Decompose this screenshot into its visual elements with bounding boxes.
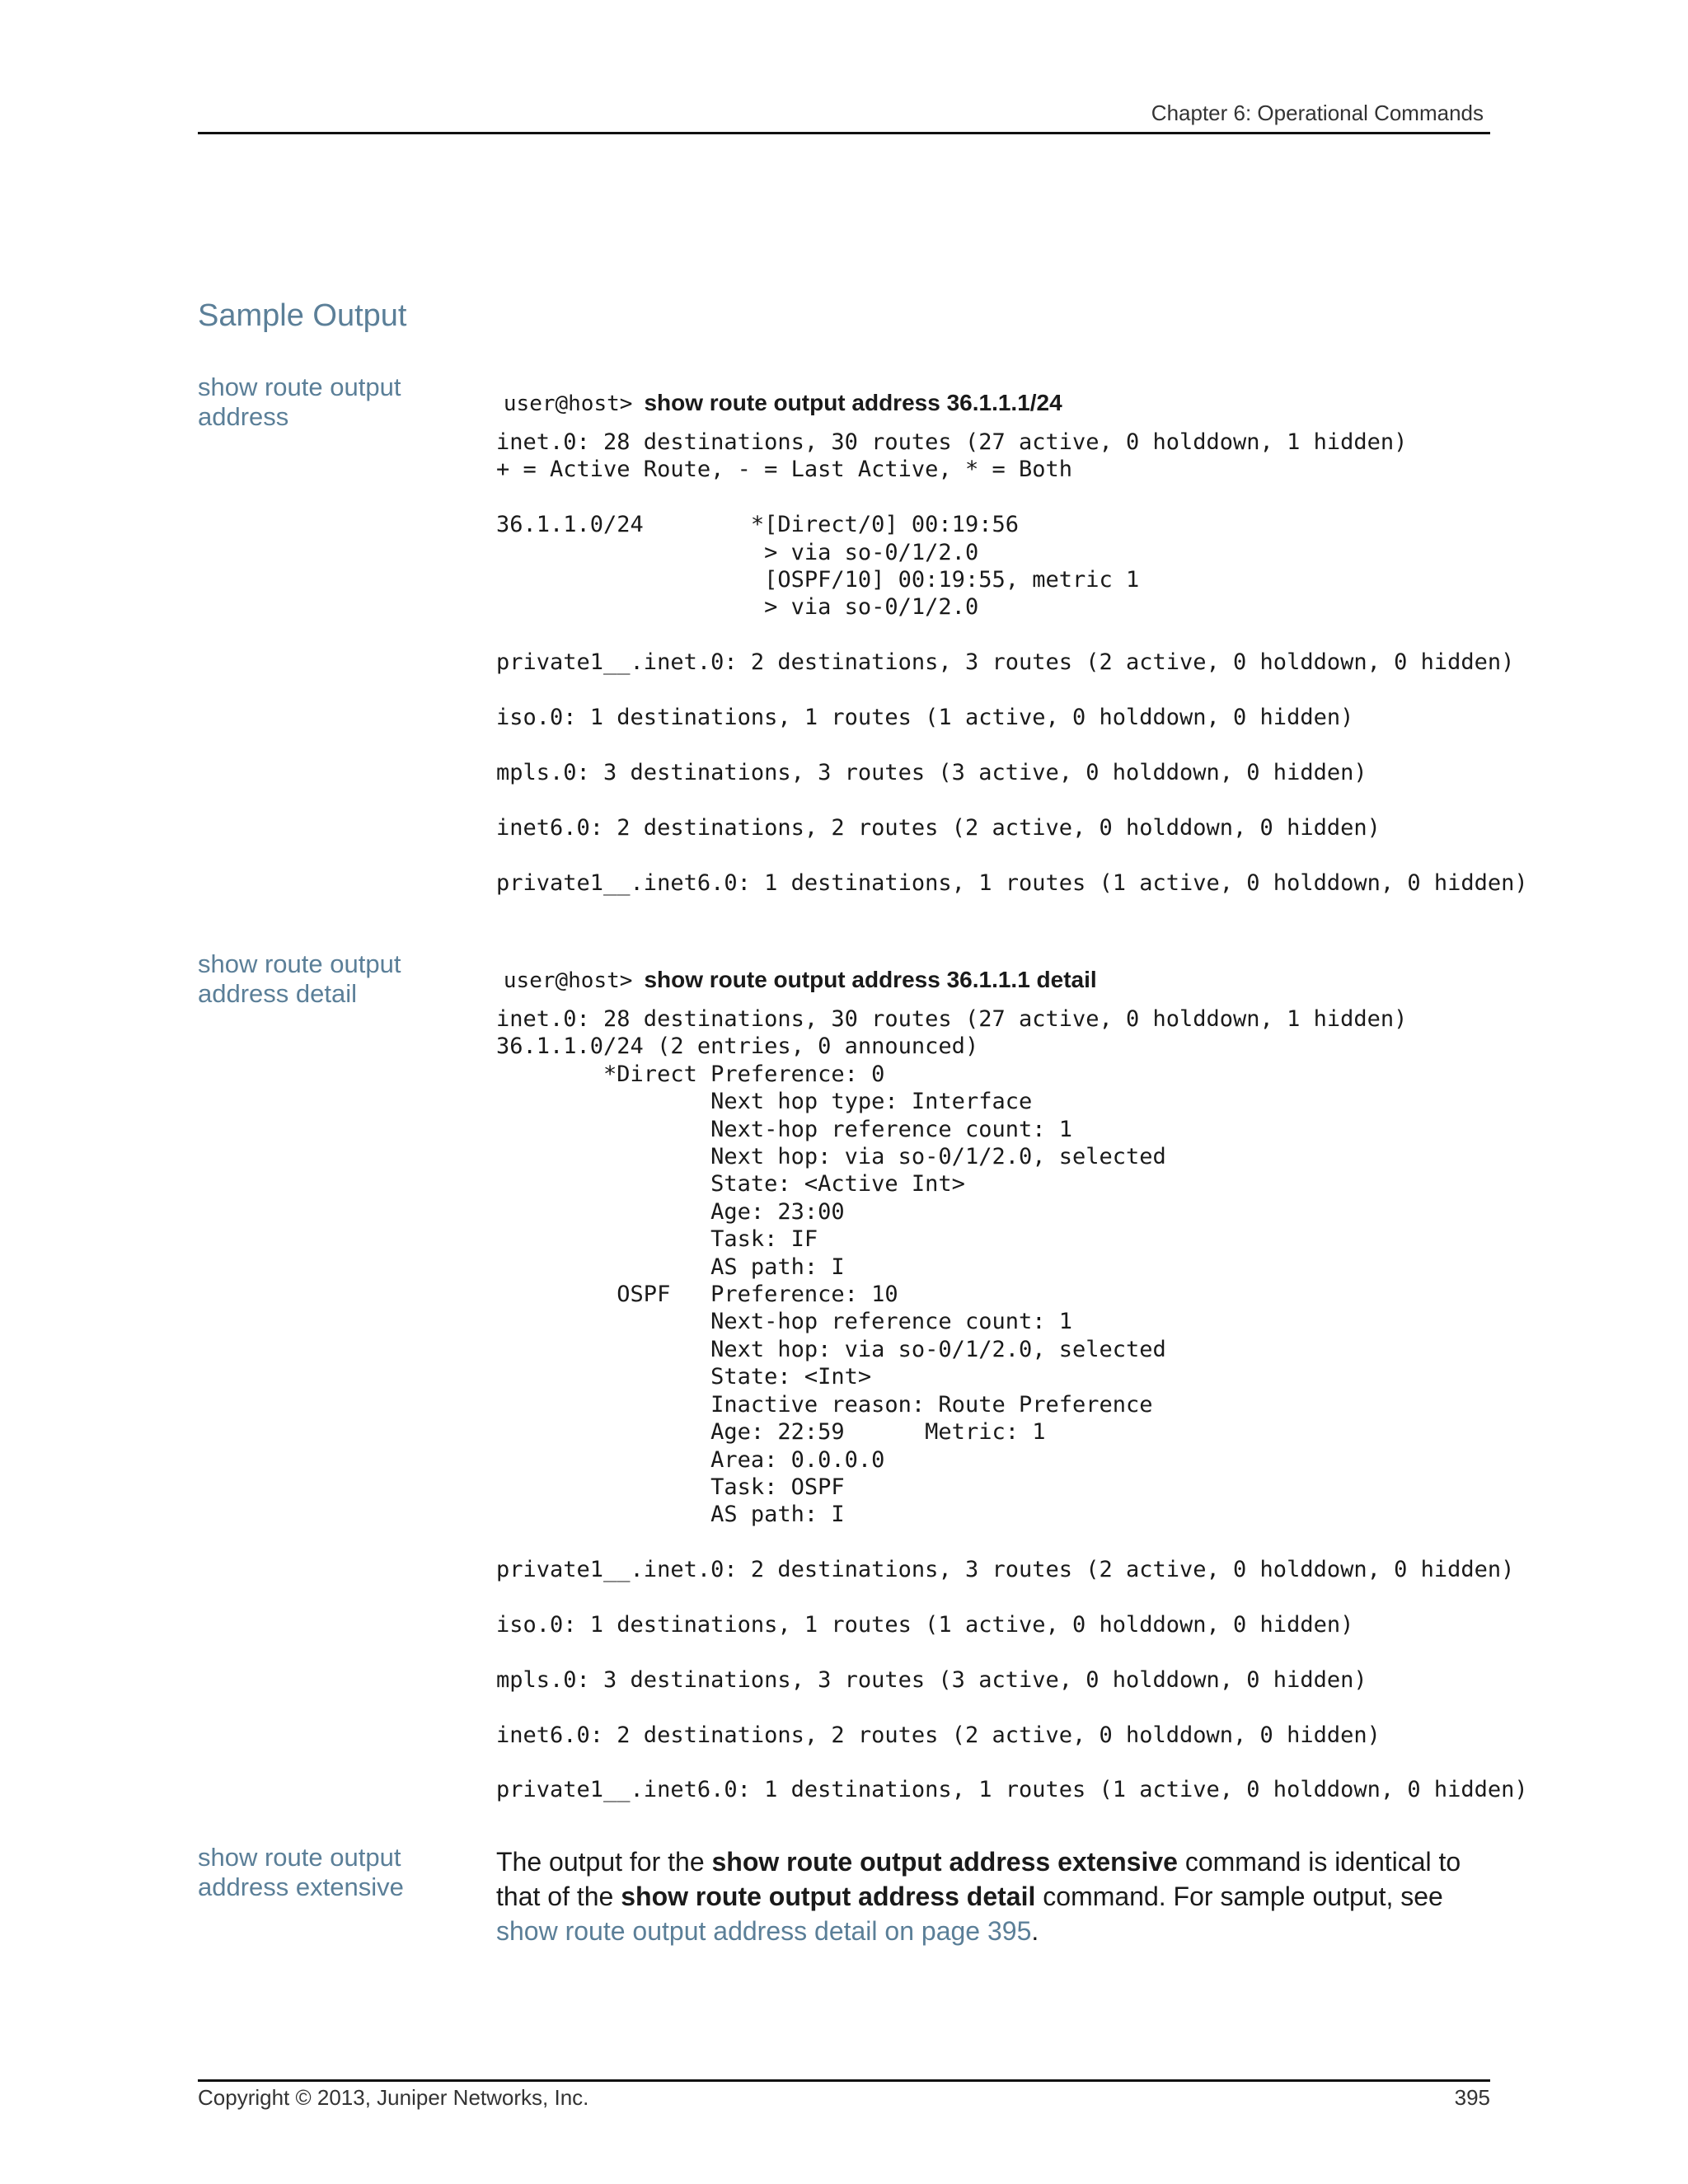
desc-command: show route output address extensive	[711, 1847, 1178, 1877]
side-label-output-address-detail: show route output address detail	[198, 949, 401, 1008]
cli-command: show route output address 36.1.1.1/24	[644, 390, 1062, 415]
desc-text: command. For sample output, see	[1035, 1882, 1443, 1911]
desc-text: The output for the	[496, 1847, 712, 1877]
cross-reference-link[interactable]: show route output address detail on page 395	[496, 1916, 1032, 1946]
page-number: 395	[1454, 2085, 1490, 2110]
desc-command: show route output address detail	[621, 1882, 1036, 1911]
footer-copyright: Copyright © 2013, Juniper Networks, Inc.	[198, 2085, 589, 2110]
cli-prompt: user@host>	[503, 968, 633, 993]
desc-text: command is identical to that of the	[496, 1847, 1461, 1911]
header-rule	[198, 132, 1490, 134]
command-output-2: inet.0: 28 destinations, 30 routes (27 active, 0 holddown, 1 hidden) 36.1.1.0/24 (2 entries, 0 announced) *Direct Preference: 0 Next hop type: Interface Next-hop reference count: 1 Next hop: via so-0/1/2.0, selected State: <Active Int> Age: 23:00 Task: IF AS path: I OSPF Preference: 10 Next-hop reference count: 1 Next hop: via so-0/1/2.0, selected State: <Int> Inactive reason: Route Preference Age: 22:59 Metric: 1 Area: 0.0.0.0 Task: OSPF AS path: I private1__.inet.0: 2 destinations, 3 routes (2 active, 0 holddown, 0 hidden) iso.0: 1 destinations, 1 routes (1 active, 0 holddown, 0 hidden) mpls.0: 3 destinations, 3 routes (3 active, 0 holddown, 0 hidden) inet6.0: 2 destinations, 2 routes (2 active, 0 holddown, 0 hidden) private1__.inet6.0: 1 destinations, 1 routes (1 active, 0 holddown, 0 hidden)	[496, 1006, 1528, 1803]
chapter-header: Chapter 6: Operational Commands	[1151, 101, 1484, 125]
side-label-output-address: show route output address	[198, 373, 401, 431]
cli-command: show route output address 36.1.1.1 detail	[644, 967, 1097, 992]
side-label-output-address-extensive: show route output address extensive	[198, 1843, 404, 1901]
footer-rule	[198, 2079, 1490, 2082]
section-title: Sample Output	[198, 298, 407, 333]
desc-text: .	[1031, 1916, 1039, 1946]
extensive-description	[496, 1844, 1493, 1948]
command-line-1	[496, 375, 1062, 416]
cli-prompt: user@host>	[503, 391, 633, 416]
command-line-2	[496, 952, 1097, 993]
command-output-1: inet.0: 28 destinations, 30 routes (27 active, 0 holddown, 1 hidden) + = Active Route, - = Last Active, * = Both 36.1.1.0/24 *[Direct/0] 00:19:56 > via so-0/1/2.0 [OSPF/10] 00:19:55, metric 1 > via so-0/1/2.0 private1__.inet.0: 2 destinations, 3 routes (2 active, 0 holddown, 0 hidden) iso.0: 1 destinations, 1 routes (1 active, 0 holddown, 0 hidden) mpls.0: 3 destinations, 3 routes (3 active, 0 holddown, 0 hidden) inet6.0: 2 destinations, 2 routes (2 active, 0 holddown, 0 hidden) private1__.inet6.0: 1 destinations, 1 routes (1 active, 0 holddown, 0 hidden)	[496, 429, 1528, 896]
